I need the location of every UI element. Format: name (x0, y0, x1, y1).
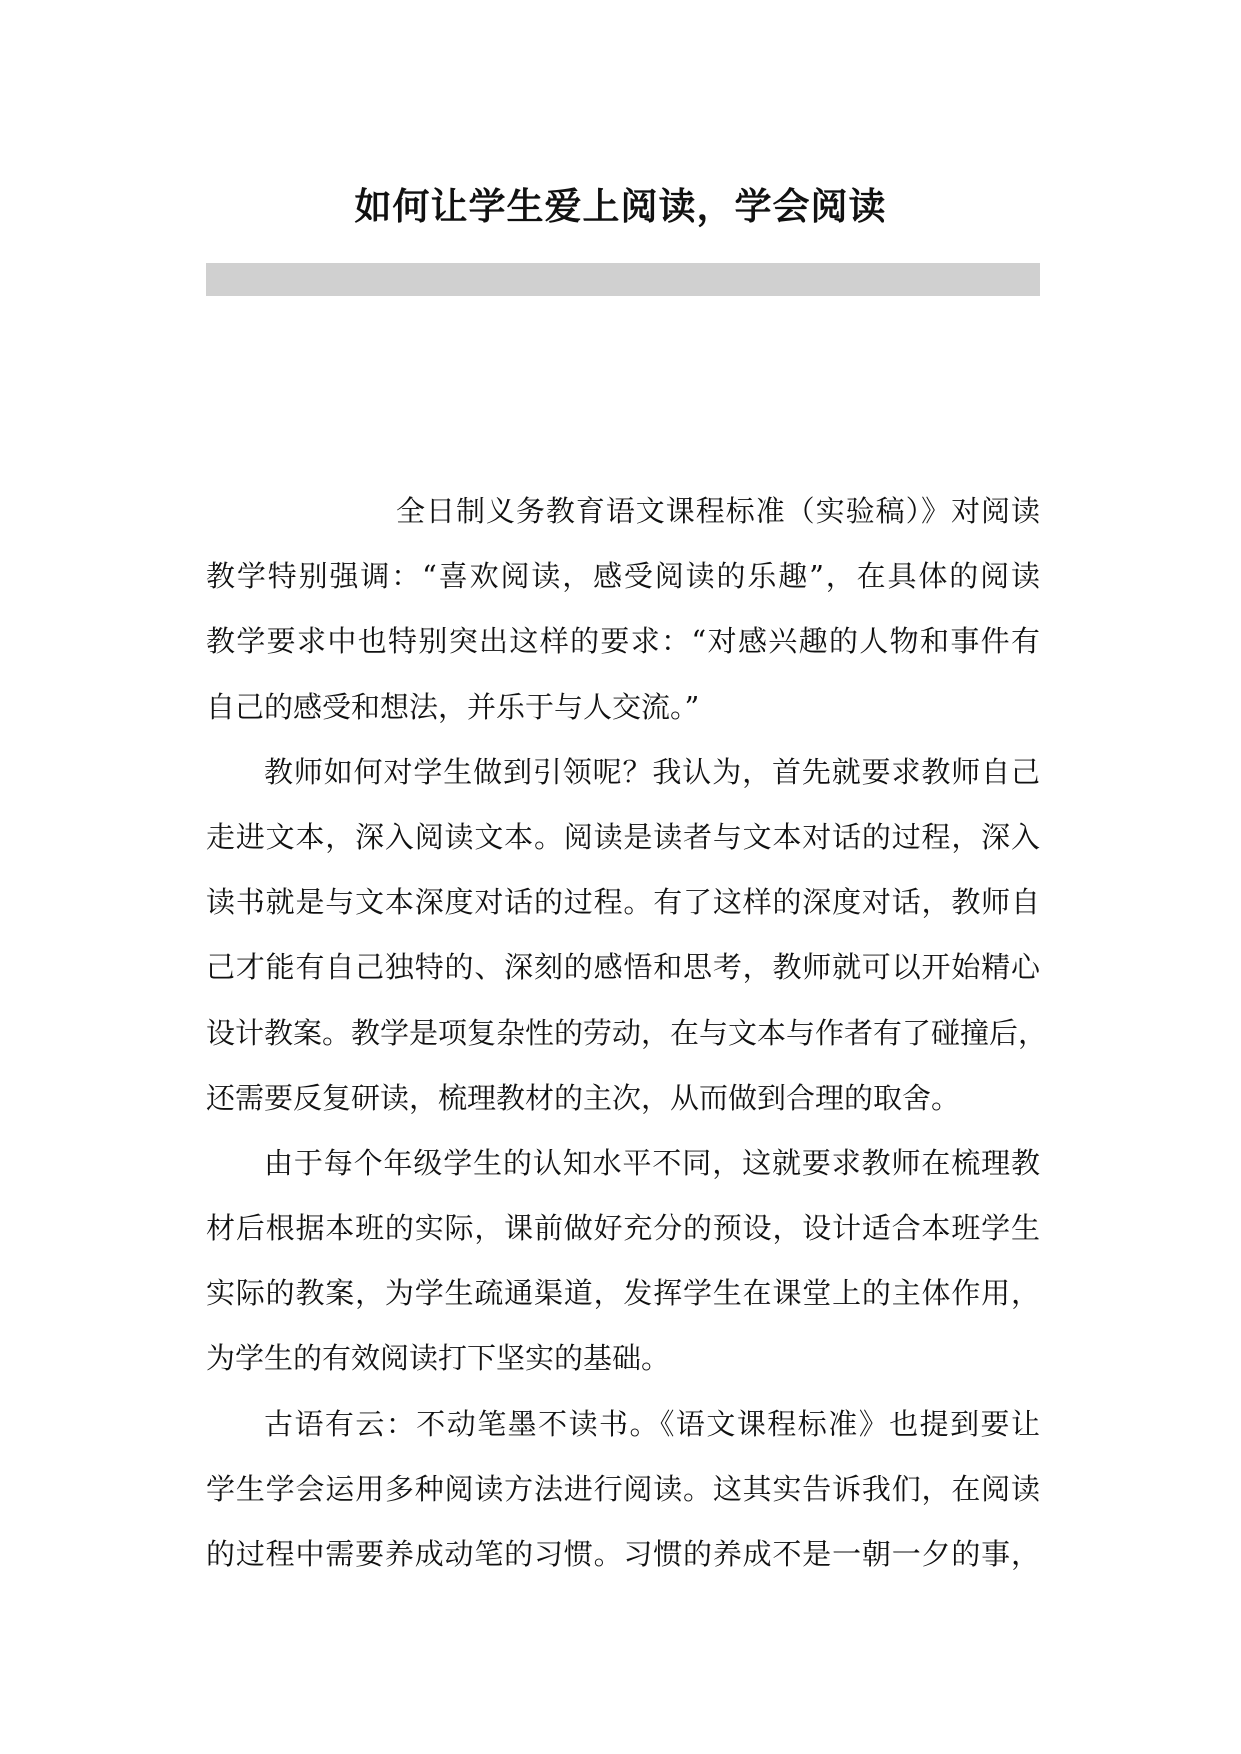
paragraph-line: 的过程中需要养成动笔的习惯。习惯的养成不是一朝一夕的事， (206, 1537, 1040, 1571)
paragraph-line: 己才能有自己独特的、深刻的感悟和思考，教师就可以开始精心 (206, 950, 1040, 985)
paragraph-line: 全日制义务教育语文课程标准（实验稿）》对阅读 (396, 494, 1040, 528)
document-body (206, 488, 1048, 1596)
document-title: 如何让学生爱上阅读，学会阅读 (354, 184, 887, 228)
paragraph-line: 为学生的有效阅读打下坚实的基础。 (206, 1341, 671, 1376)
paragraph-line: 教学特别强调：“喜欢阅读，感受阅读的乐趣”，在具体的阅读 (206, 559, 1040, 594)
paragraph-line: 由于每个年级学生的认知水平不同，这就要求教师在梳理教 (264, 1145, 1040, 1180)
paragraph-line: 设计教案。教学是项复杂性的劳动，在与文本与作者有了碰撞后， (206, 1015, 1048, 1050)
paragraph-line: 走进文本，深入阅读文本。阅读是读者与文本对话的过程，深入 (206, 819, 1040, 854)
paragraph-line: 古语有云：不动笔墨不读书。《语文课程标准》也提到要让 (264, 1406, 1040, 1441)
paragraph-line: 还需要反复研读，梳理教材的主次，从而做到合理的取舍。 (206, 1080, 961, 1115)
paragraph-line: 教师如何对学生做到引领呢？我认为，首先就要求教师自己 (264, 754, 1040, 789)
title-underline-bar (206, 263, 1040, 296)
paragraph-line: 材后根据本班的实际，课前做好充分的预设，设计适合本班学生 (206, 1211, 1040, 1246)
paragraph-line: 教学要求中也特别突出这样的要求：“对感兴趣的人物和事件有 (206, 624, 1040, 659)
paragraph-line: 实际的教案，为学生疏通渠道，发挥学生在课堂上的主体作用， (206, 1276, 1040, 1311)
paragraph-line: 自己的感受和想法，并乐于与人交流。” (206, 689, 700, 724)
paragraph-line: 学生学会运用多种阅读方法进行阅读。这其实告诉我们，在阅读 (206, 1471, 1040, 1506)
paragraph-line: 读书就是与文本深度对话的过程。有了这样的深度对话，教师自 (206, 885, 1040, 920)
